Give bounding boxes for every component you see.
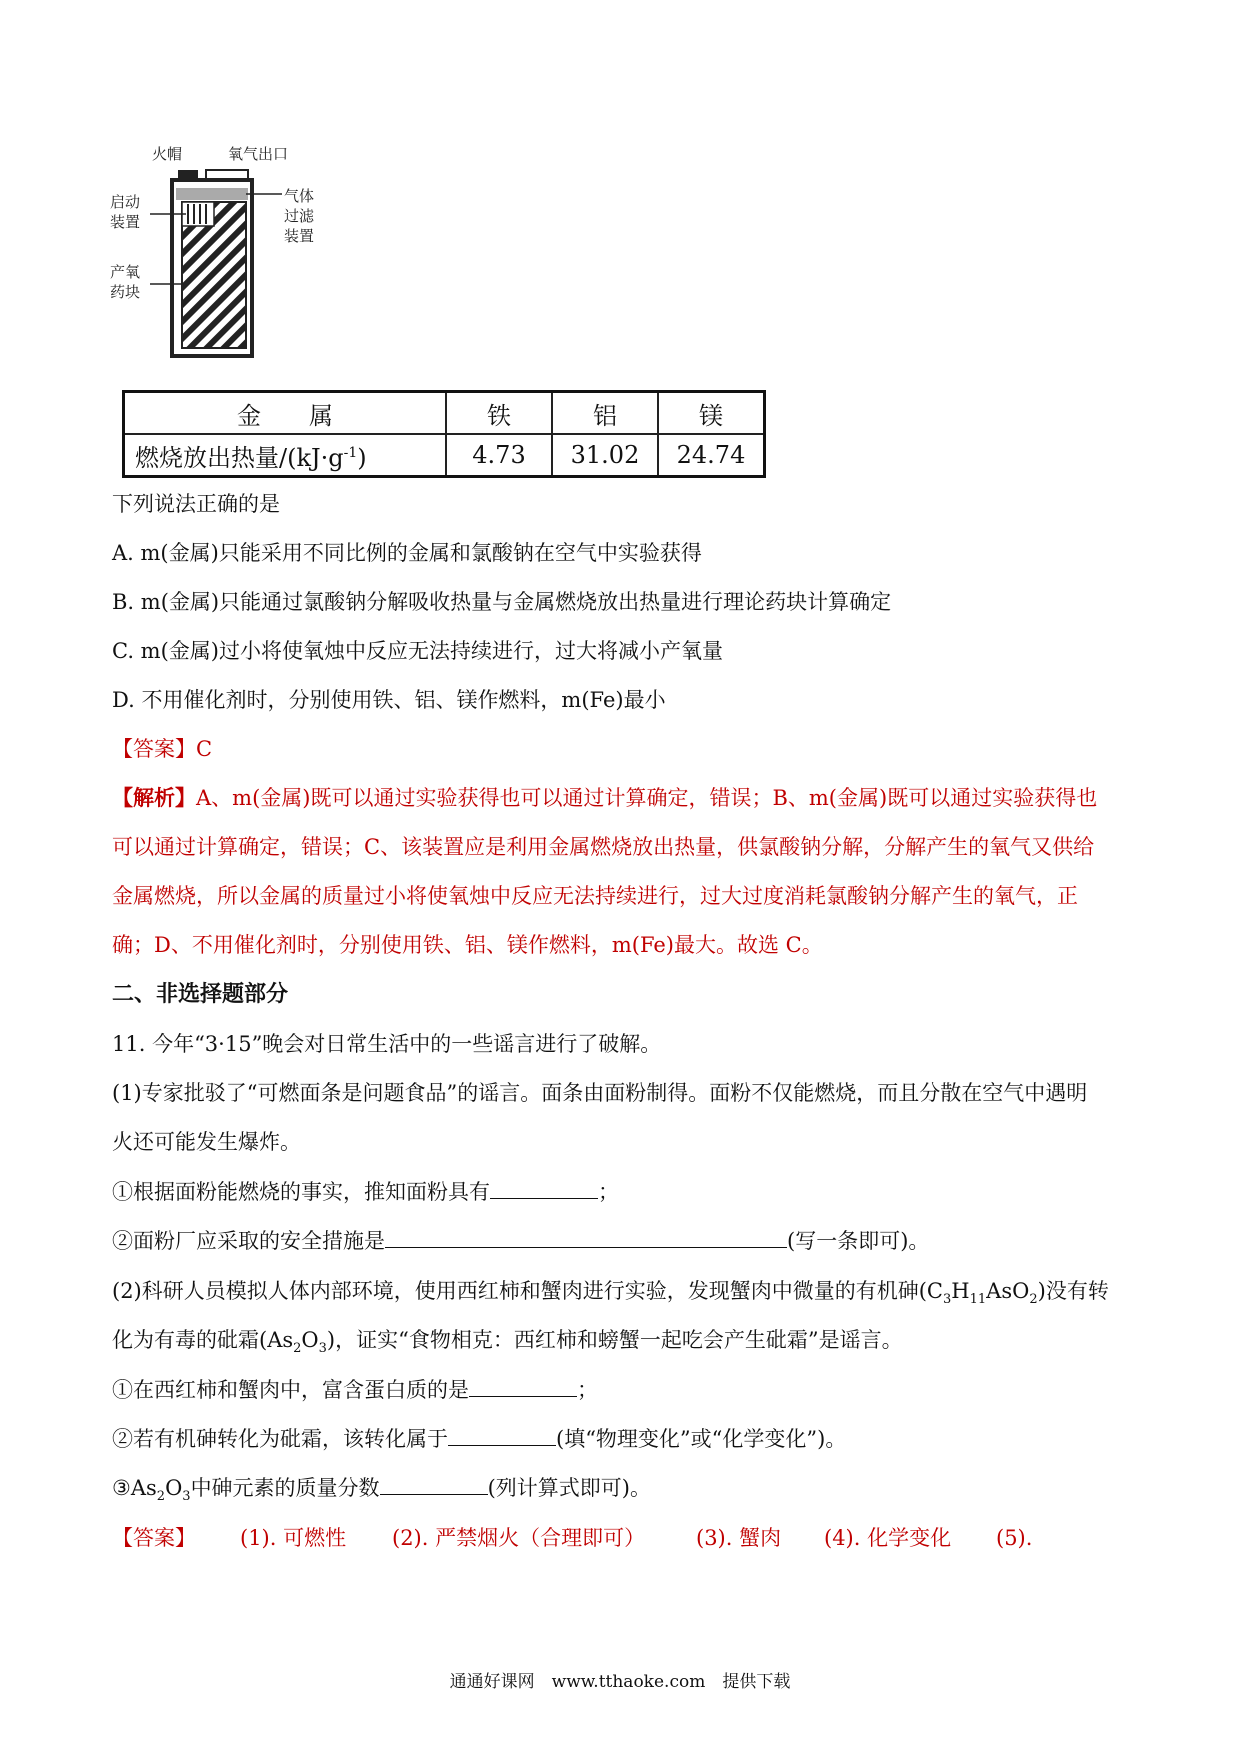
metal-magnesium: 镁 bbox=[658, 392, 765, 435]
section-title: 二、非选择题部分 bbox=[112, 981, 289, 1007]
answer-blank-5[interactable] bbox=[380, 1474, 488, 1495]
value-iron: 4.73 bbox=[446, 434, 552, 477]
option-c: C. m(金属)过小将使氧烛中反应无法持续进行，过大将减小产氧量 bbox=[112, 639, 723, 663]
answer-blank-3[interactable] bbox=[469, 1376, 577, 1397]
oxygen-candle-illustration bbox=[112, 150, 352, 375]
table-header-label: 金 属 bbox=[124, 392, 447, 435]
analysis-line-4: 确；D、不用催化剂时，分别使用铁、铝、镁作燃料，m(Fe)最大。故选 C。 bbox=[112, 933, 823, 957]
q11-p2-q3: $③As_2O_3$中砷元素的质量分数 (列计算式即可)。 bbox=[112, 1476, 651, 1505]
q11-p1-line1: (1)专家批驳了“可燃面条是问题食品”的谣言。面条由面粉制得。面粉不仅能燃烧，而且分散在空气中遇明 bbox=[112, 1081, 1088, 1105]
label-oxygen-block: 产氧药块 bbox=[110, 263, 141, 301]
oxygen-candle-diagram bbox=[110, 145, 352, 375]
value-magnesium: 24.74 bbox=[658, 434, 765, 477]
q11-p2-q1: ①在西红柿和蟹肉中，富含蛋白质的是 ； bbox=[112, 1378, 598, 1402]
table-row-label: 燃烧放出热量$/(kJ\cdot g^{-1})$ bbox=[124, 434, 447, 477]
answer2-item-5: (5). bbox=[996, 1526, 1033, 1550]
analysis-line-2: 可以通过计算确定，错误；C、该装置应是利用金属燃烧放出热量，供氯酸钠分解，分解产生的氧气又供给 bbox=[112, 835, 1095, 859]
metal-iron: 铁 bbox=[446, 392, 552, 435]
analysis-line-3: 金属燃烧，所以金属的质量过小将使氧烛中反应无法持续进行，过大过度消耗氯酸钠分解产生的氧气，正 bbox=[112, 884, 1078, 908]
question-stem: 下列说法正确的是 bbox=[112, 492, 280, 516]
answer-blank-1[interactable] bbox=[490, 1178, 598, 1199]
table-header-row bbox=[124, 392, 765, 435]
value-aluminum: 31.02 bbox=[552, 434, 658, 477]
answer2-item-3: (3). 蟹肉 bbox=[696, 1526, 782, 1550]
label-oxygen-outlet: 氧气出口 bbox=[228, 145, 289, 163]
label-gas-filter: 气体过滤装置 bbox=[284, 187, 315, 245]
answer-blank-2[interactable] bbox=[385, 1227, 787, 1248]
answer2-item-2: (2). 严禁烟火（合理即可） bbox=[392, 1526, 646, 1550]
answer-blank-4[interactable] bbox=[448, 1425, 556, 1446]
q11-p2-q2: ②若有机砷转化为砒霜，该转化属于 (填“物理变化”或“化学变化”)。 bbox=[112, 1427, 847, 1451]
page-footer: 通通好课网 www.tthaoke.com 提供下载 bbox=[449, 1672, 791, 1692]
answer2-item-1: (1). 可燃性 bbox=[240, 1526, 347, 1550]
answer-line bbox=[112, 735, 212, 763]
q11-p2-line1: (2)科研人员模拟人体内部环境，使用西红柿和蟹肉进行实验，发现蟹肉中微量的有机砷$(C_3H_{11}AsO_2)$没有转 bbox=[112, 1279, 1109, 1308]
answer2-label: 【答案】 bbox=[112, 1526, 196, 1550]
q11-p1-q2: ②面粉厂应采取的安全措施是 (写一条即可)。 bbox=[112, 1229, 930, 1253]
label-starter: 启动装置 bbox=[110, 193, 141, 231]
metal-heat-table bbox=[122, 390, 766, 478]
q11-p2-line2: 化为有毒的砒霜$(As_2O_3)$，证实“食物相克：西红柿和螃蟹一起吃会产生砒霜”是谣言。 bbox=[112, 1328, 903, 1357]
analysis-label: 【解析】 bbox=[112, 785, 196, 810]
answer2-item-4: (4). 化学变化 bbox=[824, 1526, 952, 1550]
q11-p1-line2: 火还可能发生爆炸。 bbox=[112, 1130, 301, 1154]
option-d: D. 不用催化剂时，分别使用铁、铝、镁作燃料，m(Fe)最小 bbox=[112, 688, 666, 712]
table-value-row bbox=[124, 434, 765, 477]
answer-value: C bbox=[196, 737, 213, 761]
metal-aluminum: 铝 bbox=[552, 392, 658, 435]
answer2-row bbox=[0, 1524, 1240, 1554]
analysis-line-1: 【解析】A、m(金属)既可以通过实验获得也可以通过计算确定，错误；B、m(金属)既可以通过实验获得也 bbox=[112, 785, 1098, 810]
option-a: A. m(金属)只能采用不同比例的金属和氯酸钠在空气中实验获得 bbox=[112, 541, 702, 565]
option-b: B. m(金属)只能通过氯酸钠分解吸收热量与金属燃烧放出热量进行理论药块计算确定 bbox=[112, 590, 892, 614]
answer-label: 【答案】 bbox=[112, 737, 196, 761]
q11-p1-q1: ①根据面粉能燃烧的事实，推知面粉具有 ； bbox=[112, 1180, 619, 1204]
q11-intro: 11. 今年“3·15”晚会对日常生活中的一些谣言进行了破解。 bbox=[112, 1032, 662, 1056]
label-cap: 火帽 bbox=[152, 145, 183, 163]
